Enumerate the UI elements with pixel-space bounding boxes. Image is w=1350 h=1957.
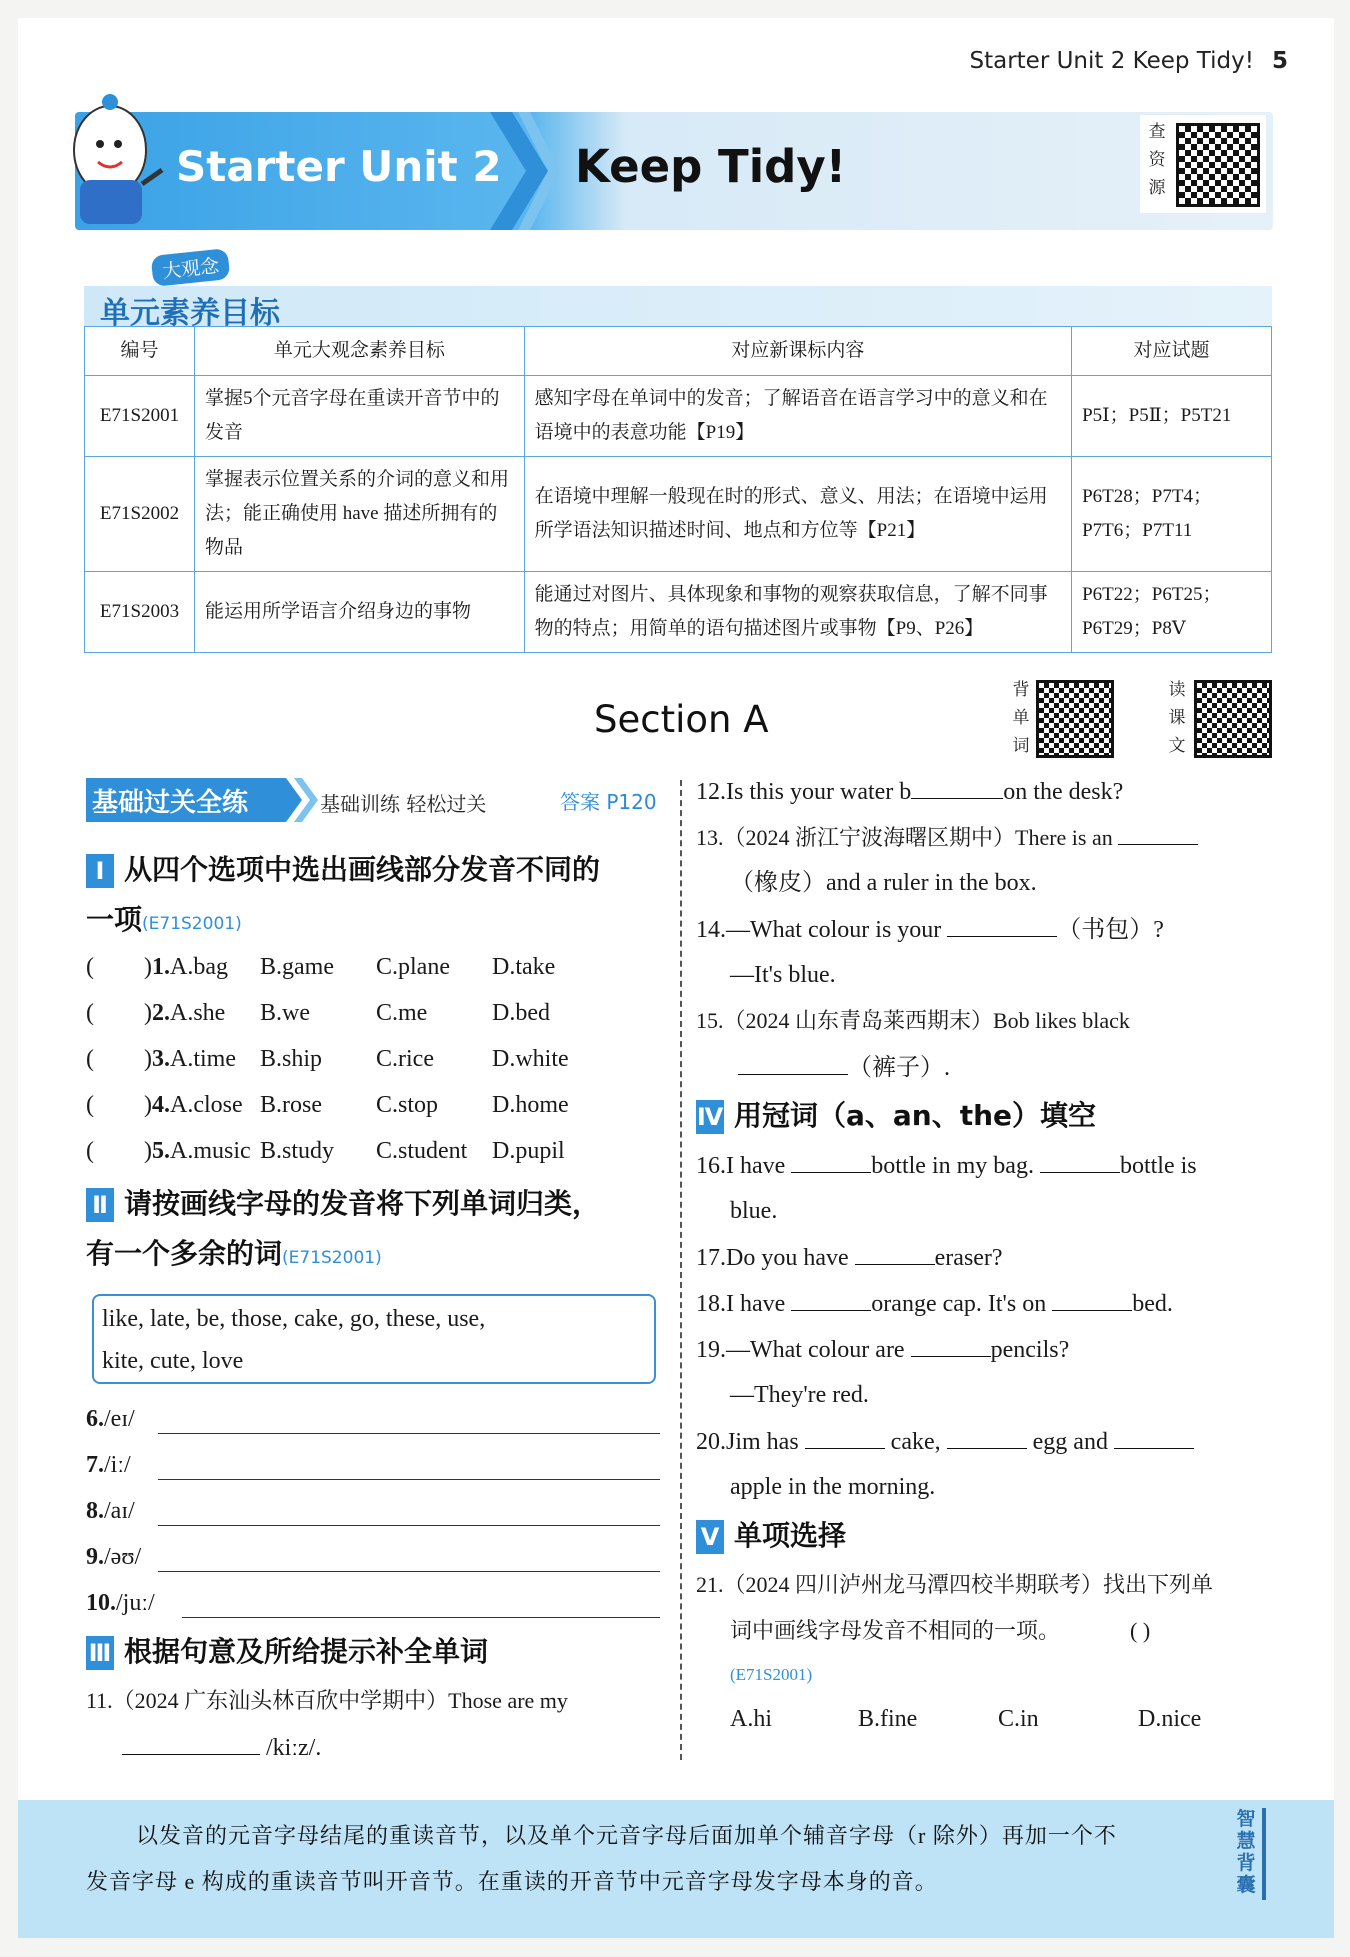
phonetic-item: 6./eɪ/ (86, 1406, 135, 1432)
word-box (92, 1294, 656, 1384)
part5-heading: Ⅴ 单项选择 (696, 1512, 846, 1560)
answer-blank[interactable] (791, 1150, 871, 1173)
running-title: Starter Unit 2 Keep Tidy! (969, 48, 1254, 74)
answer-blank[interactable] (1114, 1426, 1194, 1449)
table-header-row (85, 327, 1272, 376)
question-13-cont: （橡皮）and a ruler in the box. (730, 870, 1037, 896)
answer-paren[interactable]: ( ) (1130, 1618, 1151, 1643)
answer-blank[interactable] (1040, 1150, 1120, 1173)
goal-items: P5Ⅰ；P5Ⅱ；P5T21 (1072, 376, 1272, 457)
question-21-options (730, 1704, 1201, 1734)
page-number: 5 (1271, 48, 1288, 74)
question-21-cont: 词中画线字母发音不相同的一项。 ( ) (730, 1618, 1151, 1643)
option: B.fine (858, 1706, 918, 1732)
part-number: Ⅳ (696, 1100, 724, 1134)
table-row (85, 457, 1272, 572)
col-header: 对应试题 (1072, 327, 1272, 376)
question-row: ( )4.A.close B.rose C.stop D.home (86, 1092, 569, 1118)
part-number: Ⅲ (86, 1636, 114, 1670)
question-row: ( )5.A.music B.study C.student D.pupil (86, 1138, 565, 1164)
answer-blank[interactable] (122, 1732, 260, 1755)
goal-id: E71S2003 (85, 572, 195, 653)
goal-standard: 能通过对图片、具体现象和事物的观察获取信息，了解不同事物的特点；用简单的语句描述图片或事物【P9、P26】 (524, 572, 1071, 653)
question-19: 19.—What colour are pencils? (696, 1334, 1069, 1365)
word-list: kite, cute, love (102, 1348, 244, 1374)
question-row: ( )2.A.she B.we C.me D.bed (86, 1000, 550, 1026)
practice-sub: 基础训练 轻松过关 (320, 792, 487, 816)
answer-blank[interactable] (911, 1334, 991, 1357)
question-14-cont: —It's blue. (730, 962, 836, 988)
answer-blank[interactable] (947, 914, 1057, 937)
part-number: Ⅰ (86, 854, 114, 888)
answer-line[interactable] (182, 1616, 660, 1618)
part2-heading-cont: 有一个多余的词(E71S2001) (86, 1237, 382, 1270)
table-row (85, 376, 1272, 457)
goal-text: 能运用所学语言介绍身边的事物 (194, 572, 524, 653)
question-13: 13.（2024 浙江宁波海曙区期中）There is an (696, 822, 1198, 853)
section-title: Section A (594, 698, 769, 741)
part2-heading: Ⅱ 请按画线字母的发音将下列单词归类， (86, 1180, 600, 1228)
col-header: 单元大观念素养目标 (194, 327, 524, 376)
question-17: 17.Do you have eraser? (696, 1242, 1003, 1273)
phonetic-item: 8./aɪ/ (86, 1498, 135, 1524)
question-15-cont: （裤子）. (738, 1052, 950, 1083)
question-11: 11.（2024 广东汕头林百欣中学期中）Those are my (86, 1688, 568, 1713)
part1-heading-cont: 一项(E71S2001) (86, 903, 242, 936)
question-12: 12.Is this your water b on the desk? (696, 776, 1123, 807)
part-number: Ⅱ (86, 1188, 114, 1222)
part4-heading: Ⅳ 用冠词（a、an、the）填空 (696, 1099, 1097, 1132)
unit-label: Starter Unit 2 (176, 142, 502, 191)
answer-blank[interactable] (947, 1426, 1027, 1449)
answer-line[interactable] (158, 1570, 660, 1572)
col-header: 对应新课标内容 (524, 327, 1071, 376)
answer-blank[interactable] (855, 1242, 935, 1265)
answer-line[interactable] (158, 1432, 660, 1434)
unit-title: Keep Tidy! (575, 140, 847, 193)
phonetic-item: 7./iː/ (86, 1452, 131, 1478)
option: A.hi (730, 1706, 772, 1732)
goal-items: P6T22；P6T25；P6T29；P8Ⅴ (1072, 572, 1272, 653)
goal-table (84, 326, 1272, 653)
question-19-cont: —They're red. (730, 1382, 869, 1408)
goal-title: 单元素养目标 (100, 296, 280, 331)
source-code: (E71S2001) (282, 1248, 382, 1268)
goal-items: P6T28；P7T4；P7T6；P7T11 (1072, 457, 1272, 572)
qr-resource-label: 查资源 (1148, 122, 1166, 197)
question-15: 15.（2024 山东青岛莱西期末）Bob likes black (696, 1008, 1130, 1033)
question-16-cont: blue. (730, 1198, 778, 1224)
word-list: like, late, be, those, cake, go, these, use, (102, 1306, 486, 1332)
option: C.in (998, 1706, 1039, 1732)
question-row: ( )3.A.time B.ship C.rice D.white (86, 1046, 569, 1072)
answer-blank[interactable] (1052, 1288, 1132, 1311)
qr-text-label: 读课文 (1168, 680, 1186, 755)
text-qr-code[interactable] (1194, 680, 1272, 758)
answer-blank[interactable] (911, 776, 1003, 799)
phonetic-item: 10./juː/ (86, 1590, 155, 1616)
col-header: 编号 (85, 327, 195, 376)
practice-label: 基础过关全练 (92, 788, 249, 818)
question-20-cont: apple in the morning. (730, 1474, 936, 1500)
answer-line[interactable] (158, 1478, 660, 1480)
option: D.nice (1138, 1706, 1202, 1732)
words-qr-code[interactable] (1036, 680, 1114, 758)
goal-text: 掌握5个元音字母在重读开音节中的发音 (194, 376, 524, 457)
source-code: (E71S2001) (730, 1665, 813, 1684)
goal-text: 掌握表示位置关系的介词的意义和用法；能正确使用 have 描述所拥有的物品 (194, 457, 524, 572)
question-20: 20.Jim has cake, egg and (696, 1426, 1194, 1457)
answer-line[interactable] (158, 1524, 660, 1526)
question-11-cont: /kiːz/. (122, 1732, 321, 1763)
question-16: 16.I have bottle in my bag. bottle is (696, 1150, 1197, 1181)
question-row: ( )1.A.bag B.game C.plane D.take (86, 954, 556, 980)
qr-words-label: 背单词 (1012, 680, 1030, 755)
answer-ref: 答案 P120 (560, 790, 657, 814)
part3-heading: Ⅲ 根据句意及所给提示补全单词 (86, 1628, 488, 1676)
answer-blank[interactable] (805, 1426, 885, 1449)
tip-side-rule (1262, 1808, 1266, 1900)
phonetic-item: 9./əʊ/ (86, 1544, 142, 1570)
goal-id: E71S2001 (85, 376, 195, 457)
part-number: Ⅴ (696, 1520, 724, 1554)
table-row (85, 572, 1272, 653)
part1-heading: Ⅰ 从四个选项中选出画线部分发音不同的 (86, 846, 600, 894)
tip-side-label: 智慧背囊 (1236, 1808, 1256, 1896)
column-divider (680, 780, 682, 1760)
answer-blank[interactable] (738, 1052, 848, 1075)
answer-blank[interactable] (1118, 822, 1198, 845)
answer-blank[interactable] (791, 1288, 871, 1311)
question-14: 14.—What colour is your （书包）? (696, 914, 1164, 945)
goal-standard: 感知字母在单词中的发音；了解语音在语言学习中的意义和在语境中的表意功能【P19】 (524, 376, 1071, 457)
goal-tag: 大观念 (151, 248, 231, 287)
running-header (969, 48, 1288, 74)
tip-text: 发音字母 e 构成的重读音节叫开音节。在重读的开音节中元音字母发字母本身的音。 (86, 1869, 938, 1894)
question-18: 18.I have orange cap. It's on bed. (696, 1288, 1173, 1319)
mascot-icon (58, 92, 168, 232)
goal-standard: 在语境中理解一般现在时的形式、意义、用法；在语境中运用所学语法知识描述时间、地点和方位等【P21】 (524, 457, 1071, 572)
tip-text: 以发音的元音字母结尾的重读音节，以及单个元音字母后面加单个辅音字母（r 除外）再加一个不 (136, 1823, 1117, 1848)
question-21: 21.（2024 四川泸州龙马潭四校半期联考）找出下列单 (696, 1572, 1214, 1597)
source-code: (E71S2001) (142, 914, 242, 934)
goal-id: E71S2002 (85, 457, 195, 572)
resource-qr-code[interactable] (1176, 123, 1260, 207)
